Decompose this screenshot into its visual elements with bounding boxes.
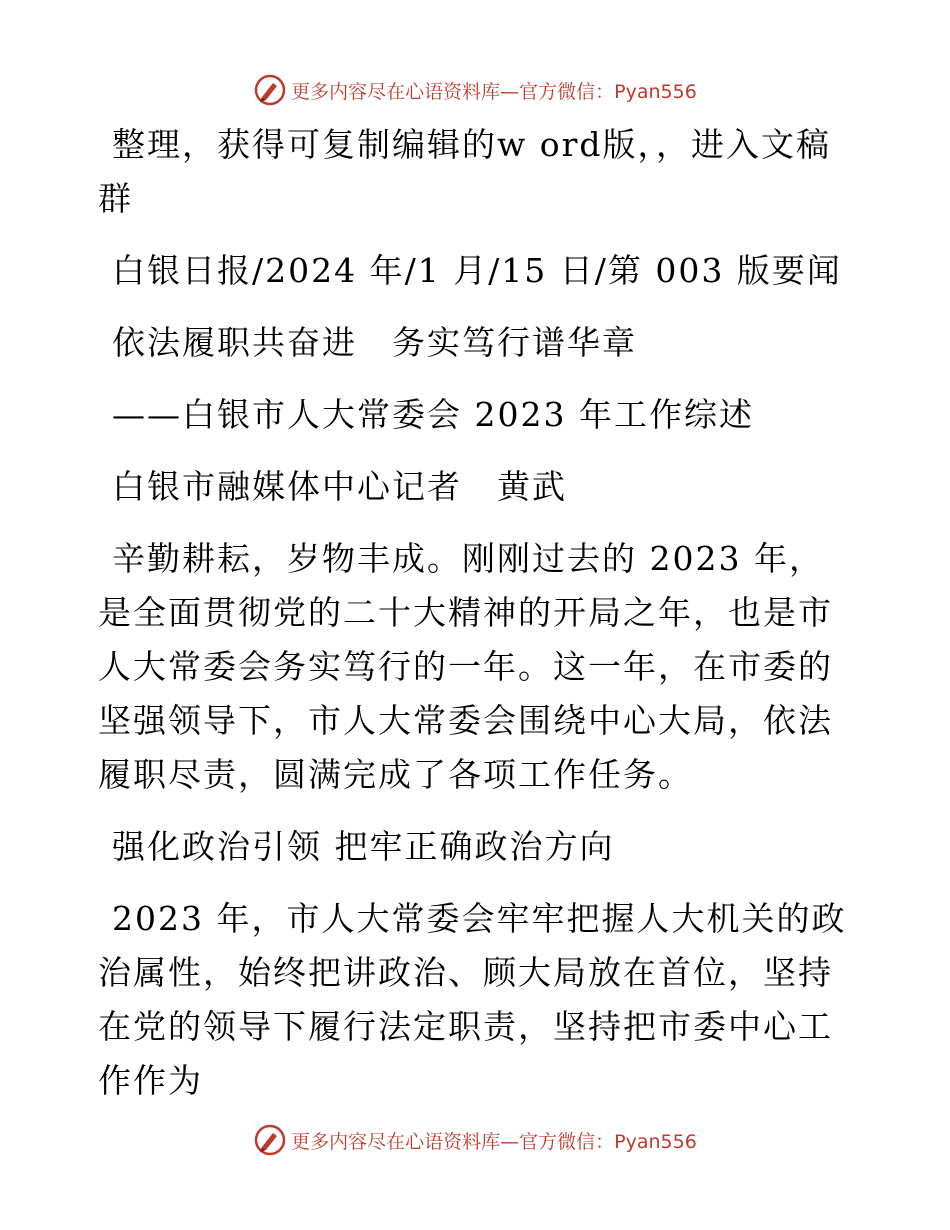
watermark-text (291, 1127, 697, 1154)
header-watermark-banner (0, 70, 950, 110)
watermark-text (291, 77, 697, 104)
article-subtitle: ——白银市人大常委会 2023 年工作综述 (112, 395, 754, 434)
document-body (98, 118, 850, 1108)
pen-logo-icon (253, 1123, 287, 1157)
section-heading: 强化政治引领 把牢正确政治方向 (112, 827, 615, 866)
article-title: 依法履职共奋进 务实笃行谱华章 (112, 323, 637, 362)
source-line: 白银日报/2024 年/1 月/15 日/第 003 版要闻 (112, 251, 842, 290)
intro-note: 整理，获得可复制编辑的w ord版，，进入文稿群 (98, 125, 832, 218)
footer-watermark-banner (0, 1120, 950, 1160)
body-paragraph: 辛勤耕耘，岁物丰成。刚刚过去的 2023 年，是全面贯彻党的二十大精神的开局之年，也是市人大常委会务实笃行的一年。这一年，在市委的坚强领导下，市人大常委会围绕中心大局，依法履职尽责，圆满完成了各项工作任务。 (98, 539, 833, 794)
wechat-id: Pyan556 (614, 80, 697, 103)
pen-logo-icon (253, 73, 287, 107)
wechat-id: Pyan556 (614, 1130, 697, 1153)
watermark-label: 更多内容尽在心语资料库—官方微信： (291, 80, 615, 103)
watermark-label: 更多内容尽在心语资料库—官方微信： (291, 1130, 615, 1153)
body-paragraph: 2023 年，市人大常委会牢牢把握人大机关的政治属性，始终把讲政治、顾大局放在首位，坚持在党的领导下履行法定职责，坚持把市委中心工作作为 (98, 899, 847, 1100)
author-line: 白银市融媒体中心记者 黄武 (112, 467, 567, 506)
